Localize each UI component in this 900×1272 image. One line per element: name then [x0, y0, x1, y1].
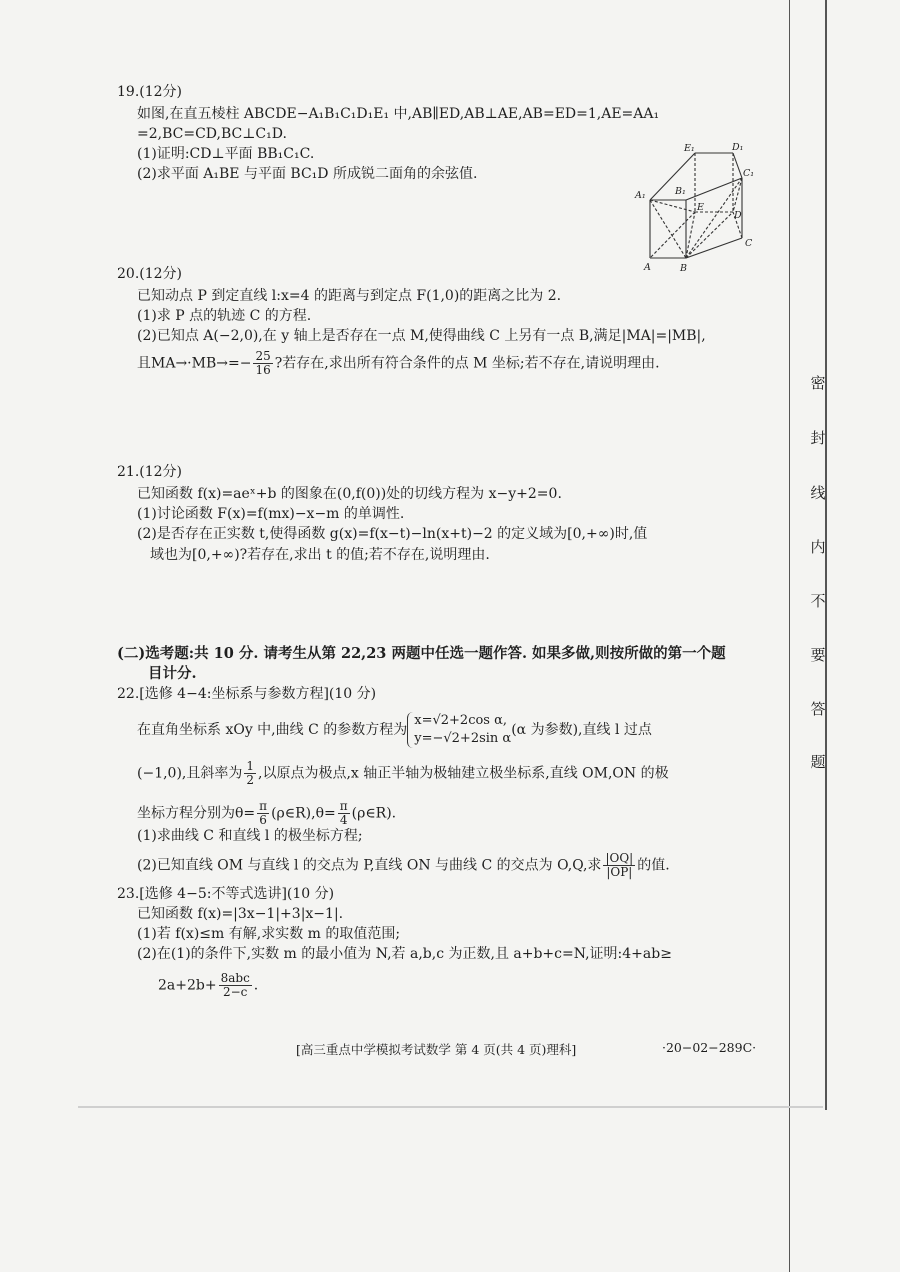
margin-char-8: 题	[810, 753, 826, 771]
q20-part-2: (2)已知点 A(−2,0),在 y 轴上是否存在一点 M,使得曲线 C 上另有一点 B,满足|MA|=|MB|,	[137, 328, 706, 344]
section2-line-2: 目计分.	[148, 665, 197, 682]
q22-slope-den: 2	[246, 773, 255, 787]
edge-c1-d1	[733, 153, 742, 178]
label-c1: C₁	[743, 168, 755, 179]
q20-question-text: ?若存在,求出所有符合条件的点 M 坐标;若不存在,请说明理由.	[274, 355, 660, 372]
q22-heading: 22.[选修 4−4:坐标系与参数方程](10 分)	[117, 686, 377, 702]
q22-line-3	[137, 800, 396, 827]
q19-part-1: (1)证明:CD⊥平面 BB₁C₁C.	[137, 146, 315, 162]
q22-eq-y: y=−√2+2sin α	[414, 731, 512, 746]
edge-b1-c1	[686, 178, 742, 200]
diag-c1-d	[733, 178, 742, 212]
q22-on-num: π	[339, 799, 348, 813]
margin-rule-inner	[789, 0, 790, 1272]
q22-om-den: 6	[259, 813, 267, 827]
q20-fraction	[253, 350, 272, 377]
q22-ratio-den: |OP|	[606, 865, 633, 879]
footer-page-info: [高三重点中学模拟考试数学 第 4 页(共 4 页)理科]	[296, 1042, 577, 1057]
edge-b-c	[686, 238, 742, 258]
label-e1: E₁	[684, 143, 695, 154]
q23-inequality-text: 2a+2b+	[158, 977, 217, 994]
q22-ratio-num: |OQ|	[605, 851, 634, 865]
q20-part-1: (1)求 P 点的轨迹 C 的方程.	[137, 308, 312, 324]
label-c: C	[745, 238, 753, 249]
q23-fraction	[219, 972, 252, 999]
q21-part-1: (1)讨论函数 F(x)=f(mx)−x−m 的单调性.	[137, 506, 405, 522]
q22-om-num: π	[259, 799, 268, 813]
q20-fraction-den: 16	[255, 363, 271, 377]
q22-param-system	[407, 712, 511, 748]
margin-char-4: 内	[810, 538, 826, 556]
label-d1: D₁	[732, 142, 744, 153]
q23-end: .	[253, 977, 259, 994]
margin-char-6: 要	[810, 646, 826, 664]
q22-part-2-text: (2)已知直线 OM 与直线 l 的交点为 P,直线 ON 与曲线 C 的交点为 O,Q,求	[137, 857, 602, 874]
q21-part-2-cont: 域也为[0,+∞)?若存在,求出 t 的值;若不存在,说明理由.	[150, 547, 490, 563]
q22-part-2	[137, 852, 670, 879]
label-a: A	[644, 262, 651, 273]
margin-char-3: 线	[810, 484, 826, 502]
section2-line-1: (二)选考题:共 10 分. 请考生从第 22,23 两题中任选一题作答. 如果多做,则按所做的第一个题	[117, 645, 726, 662]
footer-code: ·20−02−289C·	[662, 1040, 757, 1055]
q22-line-1	[137, 712, 652, 748]
q22-polar-text: ,以原点为极点,x 轴正半轴为极轴建立极坐标系,直线 OM,ON 的极	[258, 765, 669, 782]
q21-heading: 21.(12分)	[117, 464, 183, 480]
q23-part-2: (2)在(1)的条件下,实数 m 的最小值为 N,若 a,b,c 为正数,且 a+b+c=N,证明:4+ab≥	[137, 946, 672, 962]
label-b: B	[680, 263, 687, 274]
q22-on-fraction	[338, 800, 350, 827]
q22-om-text: 坐标方程分别为θ=	[137, 805, 256, 822]
q20-fraction-num: 25	[255, 349, 271, 363]
q22-part-2-end: 的值.	[637, 857, 670, 874]
margin-char-7: 答	[810, 700, 826, 718]
q23-heading: 23.[选修 4−5:不等式选讲](10 分)	[117, 886, 335, 902]
bottom-rule	[78, 1106, 823, 1108]
prism-figure	[630, 138, 760, 276]
q22-intro: 在直角坐标系 xOy 中,曲线 C 的参数方程为	[137, 722, 408, 738]
q22-part-1: (1)求曲线 C 和直线 l 的极坐标方程;	[137, 828, 363, 844]
q22-om-fraction	[257, 800, 269, 827]
q22-slope-num: 1	[246, 759, 255, 773]
label-a1: A₁	[635, 190, 646, 201]
q22-ratio-fraction	[603, 852, 635, 879]
q22-slope-text: (−1,0),且斜率为	[137, 765, 243, 782]
edge-e-a	[650, 212, 695, 258]
q19-line-2: =2,BC=CD,BC⊥C₁D.	[137, 126, 287, 142]
label-b1: B₁	[675, 186, 686, 197]
q23-line-1: 已知函数 f(x)=|3x−1|+3|x−1|.	[137, 906, 344, 922]
q20-line-1: 已知动点 P 到定直线 l:x=4 的距离与到定点 F(1,0)的距离之比为 2.	[137, 288, 562, 304]
q21-part-2: (2)是否存在正实数 t,使得函数 g(x)=f(x−t)−ln(x+t)−2 的定义域为[0,+∞)时,值	[137, 526, 648, 542]
q22-on-den: 4	[339, 813, 348, 827]
q23-fraction-den: 2−c	[222, 985, 248, 999]
margin-char-2: 封	[810, 429, 826, 447]
q22-rho-text: (ρ∈R).	[351, 805, 397, 822]
q22-slope-fraction	[244, 760, 256, 787]
q19-heading: 19.(12分)	[117, 84, 183, 100]
q22-on-text: (ρ∈R),θ=	[271, 805, 336, 822]
q22-line-2	[137, 760, 669, 787]
margin-char-1: 密	[810, 374, 826, 392]
q21-line-1: 已知函数 f(x)=aeˣ+b 的图象在(0,f(0))处的切线方程为 x−y+2=0.	[137, 486, 562, 502]
q22-line-l-text: (α 为参数),直线 l 过点	[511, 722, 652, 738]
q23-line-4	[158, 972, 258, 999]
q22-eq-x: x=√2+2cos α,	[414, 713, 508, 728]
q23-part-1: (1)若 f(x)≤m 有解,求实数 m 的取值范围;	[137, 926, 401, 942]
q20-heading: 20.(12分)	[117, 266, 183, 282]
diag-b-d	[686, 212, 733, 258]
q23-fraction-num: 8abc	[220, 971, 250, 985]
q19-line-1: 如图,在直五棱柱 ABCDE−A₁B₁C₁D₁E₁ 中,AB∥ED,AB⊥AE,AB=ED=1,AE=AA₁	[137, 106, 660, 122]
q20-vector-condition: 且MA→·MB→=−	[137, 355, 252, 372]
edge-e1-a1	[650, 153, 695, 200]
q20-line-4	[137, 350, 660, 377]
label-d: D	[734, 210, 742, 221]
q19-part-2: (2)求平面 A₁BE 与平面 BC₁D 所成锐二面角的余弦值.	[137, 166, 478, 182]
margin-char-5: 不	[810, 592, 826, 610]
label-e: E	[697, 202, 704, 213]
